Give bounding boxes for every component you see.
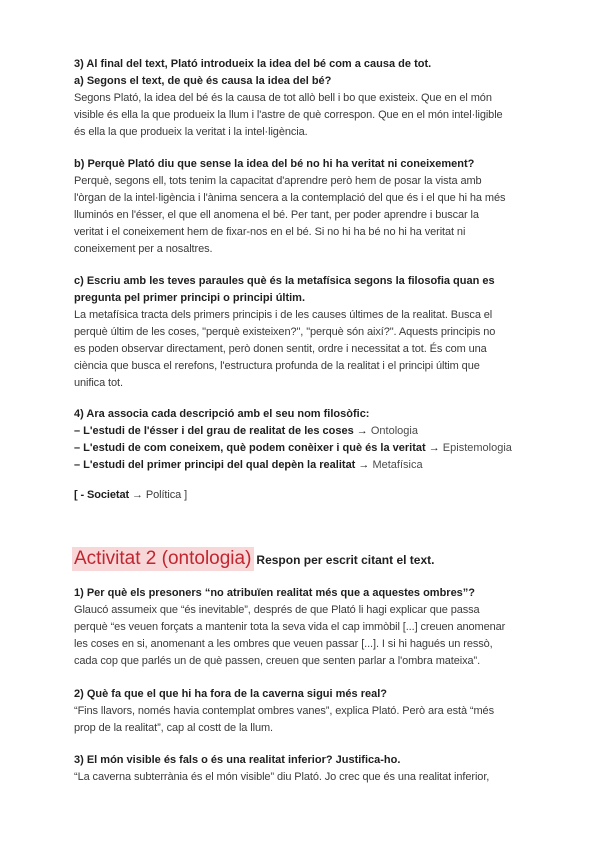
q3a-answer-line: és ella la que produeix la veritat i la intel·ligència. — [74, 126, 308, 138]
q4-item-desc: – L'estudi de com coneixem, què podem conèixer i què és la veritat → — [74, 442, 440, 454]
q3b-question: b) Perquè Plató diu que sense la idea del bé no hi ha veritat ni coneixement? — [74, 158, 475, 170]
act2-q1-answer-line: Glaucó assumeix que “és inevitable”, després de que Plató li hagi explicar que passa — [74, 604, 480, 616]
act2-q3-question: 3) El món visible és fals o és una realitat inferior? Justifica-ho. — [74, 754, 401, 766]
act2-q2-answer-line: prop de la realitat”, cap al costt de la llum. — [74, 722, 274, 734]
q4-item-desc: – L'estudi del primer principi del qual depèn la realitat → — [74, 459, 370, 471]
act2-q1-answer-line: perquè “es veuen forçats a mantenir tota la seva vida el cap immòbil [...] creuen anomenar — [74, 621, 506, 633]
q3-intro: 3) Al final del text, Plató introdueix la idea del bé com a causa de tot. — [74, 58, 432, 70]
q4-item-desc: – L'estudi de l'ésser i del grau de realitat de les coses → — [74, 425, 368, 437]
act2-q1-block — [74, 585, 534, 670]
activity2-heading — [72, 547, 434, 571]
activity2-title: Activitat 2 (ontologia) — [72, 547, 254, 571]
q3a-answer-line: Segons Plató, la idea del bé és la causa de tot allò bell i bo que existeix. Que en el món — [74, 92, 492, 104]
q4-extra-open: [ - — [74, 489, 88, 501]
act2-q1-question: 1) Per què els presoners “no atribuïen realitat més que a aquestes ombres”? — [74, 587, 476, 599]
q3a-question: a) Segons el text, de què és causa la idea del bé? — [74, 75, 332, 87]
q3b-answer-line: l'òrgan de la intel·ligència i l'ànima sencera a la contemplació del que és i el que hi ha més — [74, 192, 506, 204]
q3c-block — [74, 273, 534, 392]
act2-q1-answer-line: les coses en si, anomenant a les ombres que veuen passar [...]. I si hi hagués un ressò, — [74, 638, 493, 650]
q4-block — [74, 406, 534, 474]
q3b-answer-line: Perquè, segons ell, tots tenim la capacitat d'aprendre però hem de posar la vista amb — [74, 175, 482, 187]
q3c-question-line: c) Escriu amb les teves paraules què és la metafísica segons la filosofia quan es — [74, 275, 495, 287]
q4-item-answer: Metafísica — [369, 459, 423, 471]
q4-item — [74, 423, 534, 440]
q4-title: 4) Ara associa cada descripció amb el seu nom filosòfic: — [74, 408, 370, 420]
q4-item-answer: Ontologia — [367, 425, 418, 437]
q3a-answer-line: visible és ella la que produeix la llum i l'astre de què correspon. Que en el món intel·ligible — [74, 109, 503, 121]
q3b-answer-line: coneixement per a nosaltres. — [74, 243, 213, 255]
q3b-answer-line: veritat i el coneixement hem de fixar-nos en el bé. Si no hi ha bé no hi ha veritat ni — [74, 226, 466, 238]
q4-extra — [74, 487, 534, 504]
activity2-subtitle: Respon per escrit citant el text. — [256, 553, 435, 567]
q4-item — [74, 457, 534, 474]
q3c-question-line: pregunta pel primer principi o principi últim. — [74, 292, 306, 304]
q4-item — [74, 440, 534, 457]
q3b-answer-line: lluminós en l'ésser, el que ell anomena el bé. Per tant, per poder aprendre i buscar la — [74, 209, 479, 221]
act2-q2-question: 2) Què fa que el que hi ha fora de la caverna sigui més real? — [74, 688, 387, 700]
q3c-answer-line: es poden observar directament, però donen sentit, ordre i necessitat a tot. És com una — [74, 343, 487, 355]
q3c-answer-line: La metafísica tracta dels primers principis i de les causes últimes de la realitat. Busca el — [74, 309, 493, 321]
q3c-answer-line: unifica tot. — [74, 377, 123, 389]
q3-block — [74, 56, 534, 141]
q3c-answer-line: ciència que busca el rerefons, l'estructura profunda de la realitat i el principi últim que — [74, 360, 480, 372]
act2-q2-block — [74, 686, 534, 737]
act2-q3-block — [74, 752, 534, 786]
q3c-answer-line: perquè últim de les coses, "perquè existeixen?", "perquè són així?". Aquests principis no — [74, 326, 496, 338]
q3b-block — [74, 156, 534, 258]
act2-q3-answer-line: “La caverna subterrània és el món visible” diu Plató. Jo crec que és una realitat inferior, — [74, 771, 490, 783]
act2-q2-answer-line: “Fins llavors, només havia contemplat ombres vanes”, explica Plató. Però ara està “més — [74, 705, 494, 717]
q4-extra-bold: Societat — [87, 489, 130, 501]
act2-q1-answer-line: cada cop que parlés un de què passen, creuen que senten parlar a l'ombra mateixa”. — [74, 655, 481, 667]
q4-item-answer: Epistemologia — [439, 442, 512, 454]
q4-extra-rest: → Política ] — [129, 489, 188, 501]
